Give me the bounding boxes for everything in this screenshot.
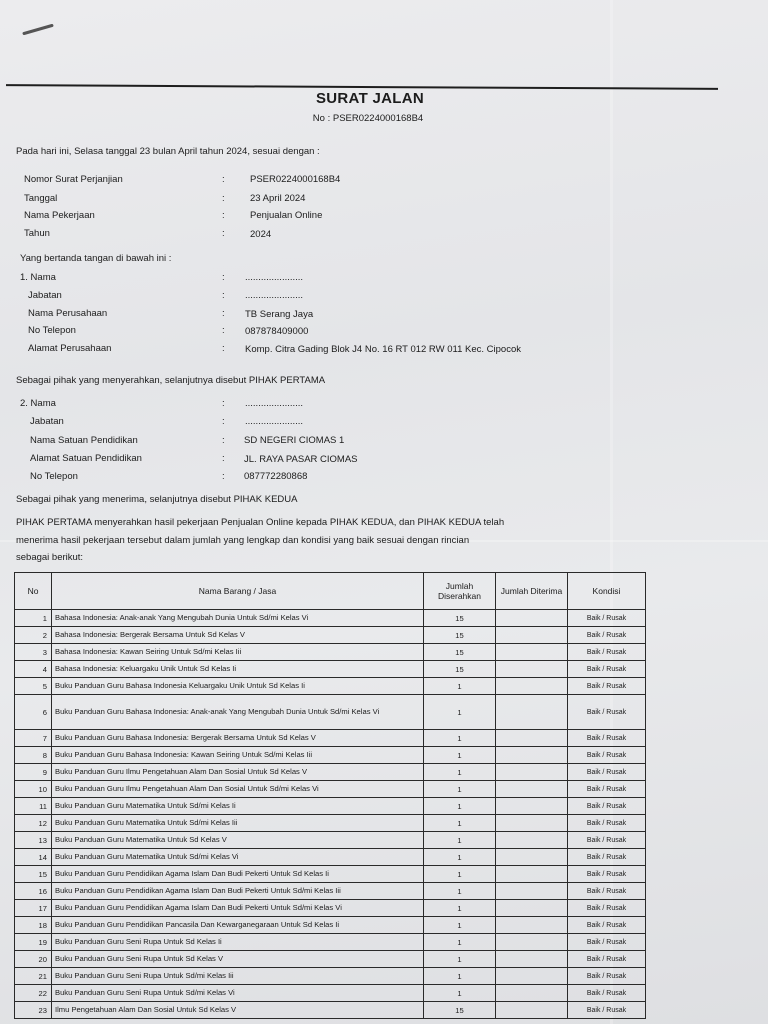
row-qty-received (496, 832, 568, 849)
row-no: 20 (15, 951, 52, 968)
intro-text: Pada hari ini, Selasa tanggal 23 bulan April tahun 2024, sesuai dengan : (16, 146, 320, 157)
row-item-name: Buku Panduan Guru Pendidikan Agama Islam Dan Budi Pekerti Untuk Sd Kelas Ii (52, 866, 424, 883)
row-condition: Baik / Rusak (568, 678, 646, 695)
row-condition: Baik / Rusak (568, 985, 646, 1002)
row-condition: Baik / Rusak (568, 815, 646, 832)
field-colon: : (222, 453, 225, 464)
field-colon: : (222, 272, 225, 283)
row-condition: Baik / Rusak (568, 798, 646, 815)
row-condition: Baik / Rusak (568, 883, 646, 900)
row-condition: Baik / Rusak (568, 695, 646, 730)
row-qty-sent: 1 (424, 849, 496, 866)
row-item-name: Buku Panduan Guru Pendidikan Pancasila Dan Kewarganegaraan Untuk Sd Kelas Ii (52, 917, 424, 934)
col-header-received: Jumlah Diterima (496, 573, 568, 610)
row-item-name: Buku Panduan Guru Bahasa Indonesia Keluargaku Unik Untuk Sd Kelas Ii (52, 678, 424, 695)
row-qty-sent: 1 (424, 985, 496, 1002)
field-colon: : (222, 398, 225, 409)
row-no: 23 (15, 1002, 52, 1019)
row-qty-received (496, 764, 568, 781)
row-no: 19 (15, 934, 52, 951)
row-no: 10 (15, 781, 52, 798)
row-item-name: Buku Panduan Guru Matematika Untuk Sd Kelas V (52, 832, 424, 849)
row-qty-received (496, 917, 568, 934)
table-row (15, 661, 646, 678)
field-colon: : (222, 174, 225, 185)
row-item-name: Buku Panduan Guru Seni Rupa Untuk Sd/mi Kelas Iii (52, 968, 424, 985)
party-one-value: TB Serang Jaya (245, 309, 314, 320)
row-no: 6 (15, 695, 52, 730)
row-no: 21 (15, 968, 52, 985)
party-one-value: Komp. Citra Gading Blok J4 No. 16 RT 012 RW 011 Kec. Cipocok (245, 344, 521, 355)
table-row (15, 951, 646, 968)
party-two-label: 2. Nama (20, 398, 56, 409)
row-qty-received (496, 968, 568, 985)
field-value: 23 April 2024 (250, 193, 306, 204)
row-condition: Baik / Rusak (568, 747, 646, 764)
row-qty-sent: 1 (424, 900, 496, 917)
party-two-value: 087772280868 (244, 471, 308, 482)
row-qty-received (496, 695, 568, 730)
table-row (15, 917, 646, 934)
table-body (15, 610, 646, 1019)
row-qty-received (496, 951, 568, 968)
row-qty-sent: 1 (424, 764, 496, 781)
row-qty-received (496, 815, 568, 832)
field-colon: : (222, 308, 225, 319)
row-item-name: Buku Panduan Guru Ilmu Pengetahuan Alam Dan Sosial Untuk Sd Kelas V (52, 764, 424, 781)
field-colon: : (222, 435, 225, 446)
table-row (15, 815, 646, 832)
signers-intro: Yang bertanda tangan di bawah ini : (20, 253, 172, 264)
row-qty-sent: 1 (424, 934, 496, 951)
row-item-name: Buku Panduan Guru Bahasa Indonesia: Bergerak Bersama Untuk Sd Kelas V (52, 730, 424, 747)
row-qty-sent: 15 (424, 627, 496, 644)
table-row (15, 627, 646, 644)
row-item-name: Bahasa Indonesia: Bergerak Bersama Untuk Sd Kelas V (52, 627, 424, 644)
row-qty-received (496, 866, 568, 883)
row-item-name: Buku Panduan Guru Seni Rupa Untuk Sd/mi Kelas Vi (52, 985, 424, 1002)
party-one-value: 087878409000 (245, 326, 309, 337)
table-row (15, 968, 646, 985)
row-qty-received (496, 661, 568, 678)
staple-mark (22, 24, 54, 36)
row-no: 13 (15, 832, 52, 849)
table-row (15, 934, 646, 951)
row-qty-sent: 15 (424, 1002, 496, 1019)
table-header-row (15, 573, 646, 610)
party-two-value: ...................... (245, 398, 304, 409)
table-row (15, 866, 646, 883)
table-row (15, 798, 646, 815)
party-one-label: Nama Perusahaan (28, 308, 108, 319)
party-one-closing: Sebagai pihak yang menyerahkan, selanjutnya disebut PIHAK PERTAMA (16, 375, 326, 386)
row-condition: Baik / Rusak (568, 610, 646, 627)
items-table (14, 572, 646, 1019)
field-value: 2024 (250, 229, 272, 240)
party-one-value: ...................... (245, 290, 304, 301)
row-item-name: Buku Panduan Guru Bahasa Indonesia: Kawan Seiring Untuk Sd/mi Kelas Iii (52, 747, 424, 764)
field-label: Nama Pekerjaan (24, 210, 95, 221)
field-label: Tanggal (24, 193, 58, 204)
table-row (15, 849, 646, 866)
row-qty-sent: 15 (424, 661, 496, 678)
row-qty-sent: 15 (424, 644, 496, 661)
row-condition: Baik / Rusak (568, 951, 646, 968)
row-qty-sent: 1 (424, 798, 496, 815)
row-item-name: Buku Panduan Guru Matematika Untuk Sd/mi Kelas Iii (52, 815, 424, 832)
row-qty-received (496, 610, 568, 627)
row-qty-sent: 1 (424, 747, 496, 764)
row-qty-received (496, 934, 568, 951)
row-condition: Baik / Rusak (568, 832, 646, 849)
row-item-name: Ilmu Pengetahuan Alam Dan Sosial Untuk Sd Kelas V (52, 1002, 424, 1019)
party-two-label: Jabatan (30, 416, 64, 427)
row-qty-received (496, 1002, 568, 1019)
row-condition: Baik / Rusak (568, 849, 646, 866)
table-row (15, 747, 646, 764)
row-condition: Baik / Rusak (568, 644, 646, 661)
row-item-name: Buku Panduan Guru Matematika Untuk Sd/mi Kelas Vi (52, 849, 424, 866)
field-colon: : (222, 290, 225, 301)
row-no: 4 (15, 661, 52, 678)
field-colon: : (222, 210, 225, 221)
row-item-name: Buku Panduan Guru Pendidikan Agama Islam Dan Budi Pekerti Untuk Sd/mi Kelas Vi (52, 900, 424, 917)
party-one-label: Alamat Perusahaan (28, 343, 112, 354)
party-one-value: ...................... (245, 272, 304, 283)
row-qty-received (496, 678, 568, 695)
field-colon: : (222, 228, 225, 239)
row-no: 12 (15, 815, 52, 832)
party-two-label: Nama Satuan Pendidikan (30, 435, 138, 446)
row-qty-received (496, 747, 568, 764)
field-value: Penjualan Online (250, 210, 323, 221)
row-qty-sent: 1 (424, 968, 496, 985)
row-no: 8 (15, 747, 52, 764)
row-qty-received (496, 849, 568, 866)
party-two-value: SD NEGERI CIOMAS 1 (244, 435, 345, 446)
field-colon: : (222, 325, 225, 336)
row-condition: Baik / Rusak (568, 934, 646, 951)
row-condition: Baik / Rusak (568, 866, 646, 883)
table-row (15, 644, 646, 661)
row-item-name: Buku Panduan Guru Seni Rupa Untuk Sd Kelas V (52, 951, 424, 968)
statement-line: menerima hasil pekerjaan tersebut dalam jumlah yang lengkap dan kondisi yang baik sesuai dengan rincian (16, 535, 470, 546)
party-two-closing: Sebagai pihak yang menerima, selanjutnya disebut PIHAK KEDUA (16, 494, 298, 505)
field-label: Nomor Surat Perjanjian (24, 174, 123, 185)
row-condition: Baik / Rusak (568, 900, 646, 917)
row-qty-sent: 1 (424, 781, 496, 798)
row-condition: Baik / Rusak (568, 968, 646, 985)
row-item-name: Bahasa Indonesia: Kawan Seiring Untuk Sd/mi Kelas Iii (52, 644, 424, 661)
statement-line: sebagai berikut: (16, 552, 84, 563)
table-row (15, 900, 646, 917)
row-qty-received (496, 730, 568, 747)
row-no: 17 (15, 900, 52, 917)
table-row (15, 610, 646, 627)
row-qty-sent: 1 (424, 815, 496, 832)
row-qty-sent: 1 (424, 951, 496, 968)
row-qty-received (496, 644, 568, 661)
party-two-label: Alamat Satuan Pendidikan (30, 453, 142, 464)
document-number: No : PSER0224000168B4 (312, 113, 424, 124)
table-row (15, 883, 646, 900)
row-qty-received (496, 985, 568, 1002)
row-qty-received (496, 627, 568, 644)
col-header-no: No (15, 573, 52, 610)
row-no: 7 (15, 730, 52, 747)
row-qty-sent: 1 (424, 832, 496, 849)
row-condition: Baik / Rusak (568, 627, 646, 644)
row-qty-received (496, 798, 568, 815)
field-label: Tahun (24, 228, 50, 239)
row-qty-sent: 1 (424, 917, 496, 934)
row-no: 9 (15, 764, 52, 781)
row-qty-sent: 1 (424, 695, 496, 730)
row-qty-sent: 15 (424, 610, 496, 627)
table-row (15, 764, 646, 781)
row-no: 16 (15, 883, 52, 900)
row-item-name: Buku Panduan Guru Ilmu Pengetahuan Alam Dan Sosial Untuk Sd/mi Kelas Vi (52, 781, 424, 798)
field-value: PSER0224000168B4 (250, 174, 341, 185)
row-no: 1 (15, 610, 52, 627)
row-item-name: Bahasa Indonesia: Keluargaku Unik Untuk Sd Kelas Ii (52, 661, 424, 678)
table-row (15, 730, 646, 747)
col-header-name: Nama Barang / Jasa (52, 573, 424, 610)
row-item-name: Buku Panduan Guru Bahasa Indonesia: Anak-anak Yang Mengubah Dunia Untuk Sd/mi Kelas Vi (52, 695, 424, 730)
row-item-name: Bahasa Indonesia: Anak-anak Yang Mengubah Dunia Untuk Sd/mi Kelas Vi (52, 610, 424, 627)
row-condition: Baik / Rusak (568, 781, 646, 798)
col-header-sent: Jumlah Diserahkan (424, 573, 496, 610)
table-row (15, 1002, 646, 1019)
row-qty-received (496, 883, 568, 900)
row-qty-sent: 1 (424, 678, 496, 695)
party-two-value: ...................... (245, 416, 304, 427)
row-no: 18 (15, 917, 52, 934)
row-qty-sent: 1 (424, 866, 496, 883)
row-no: 3 (15, 644, 52, 661)
row-item-name: Buku Panduan Guru Pendidikan Agama Islam Dan Budi Pekerti Untuk Sd/mi Kelas Iii (52, 883, 424, 900)
party-one-label: No Telepon (28, 325, 76, 336)
field-colon: : (222, 193, 225, 204)
row-qty-received (496, 781, 568, 798)
table-row (15, 678, 646, 695)
row-qty-sent: 1 (424, 883, 496, 900)
row-no: 2 (15, 627, 52, 644)
row-no: 14 (15, 849, 52, 866)
field-colon: : (222, 416, 225, 427)
row-no: 11 (15, 798, 52, 815)
row-condition: Baik / Rusak (568, 917, 646, 934)
document-title: SURAT JALAN (315, 90, 425, 107)
row-no: 22 (15, 985, 52, 1002)
row-qty-sent: 1 (424, 730, 496, 747)
party-one-label: Jabatan (28, 290, 62, 301)
row-condition: Baik / Rusak (568, 661, 646, 678)
row-condition: Baik / Rusak (568, 1002, 646, 1019)
table-row (15, 781, 646, 798)
row-condition: Baik / Rusak (568, 730, 646, 747)
table-row (15, 695, 646, 730)
table-row (15, 985, 646, 1002)
party-two-label: No Telepon (30, 471, 78, 482)
row-no: 5 (15, 678, 52, 695)
row-qty-received (496, 900, 568, 917)
row-item-name: Buku Panduan Guru Seni Rupa Untuk Sd Kelas Ii (52, 934, 424, 951)
col-header-condition: Kondisi (568, 573, 646, 610)
field-colon: : (222, 471, 225, 482)
row-item-name: Buku Panduan Guru Matematika Untuk Sd/mi Kelas Ii (52, 798, 424, 815)
row-no: 15 (15, 866, 52, 883)
field-colon: : (222, 343, 225, 354)
statement-line: PIHAK PERTAMA menyerahkan hasil pekerjaan Penjualan Online kepada PIHAK KEDUA, dan PIHAK KEDUA telah (16, 517, 505, 528)
row-condition: Baik / Rusak (568, 764, 646, 781)
party-one-label: 1. Nama (20, 272, 56, 283)
table-row (15, 832, 646, 849)
party-two-value: JL. RAYA PASAR CIOMAS (244, 454, 358, 465)
